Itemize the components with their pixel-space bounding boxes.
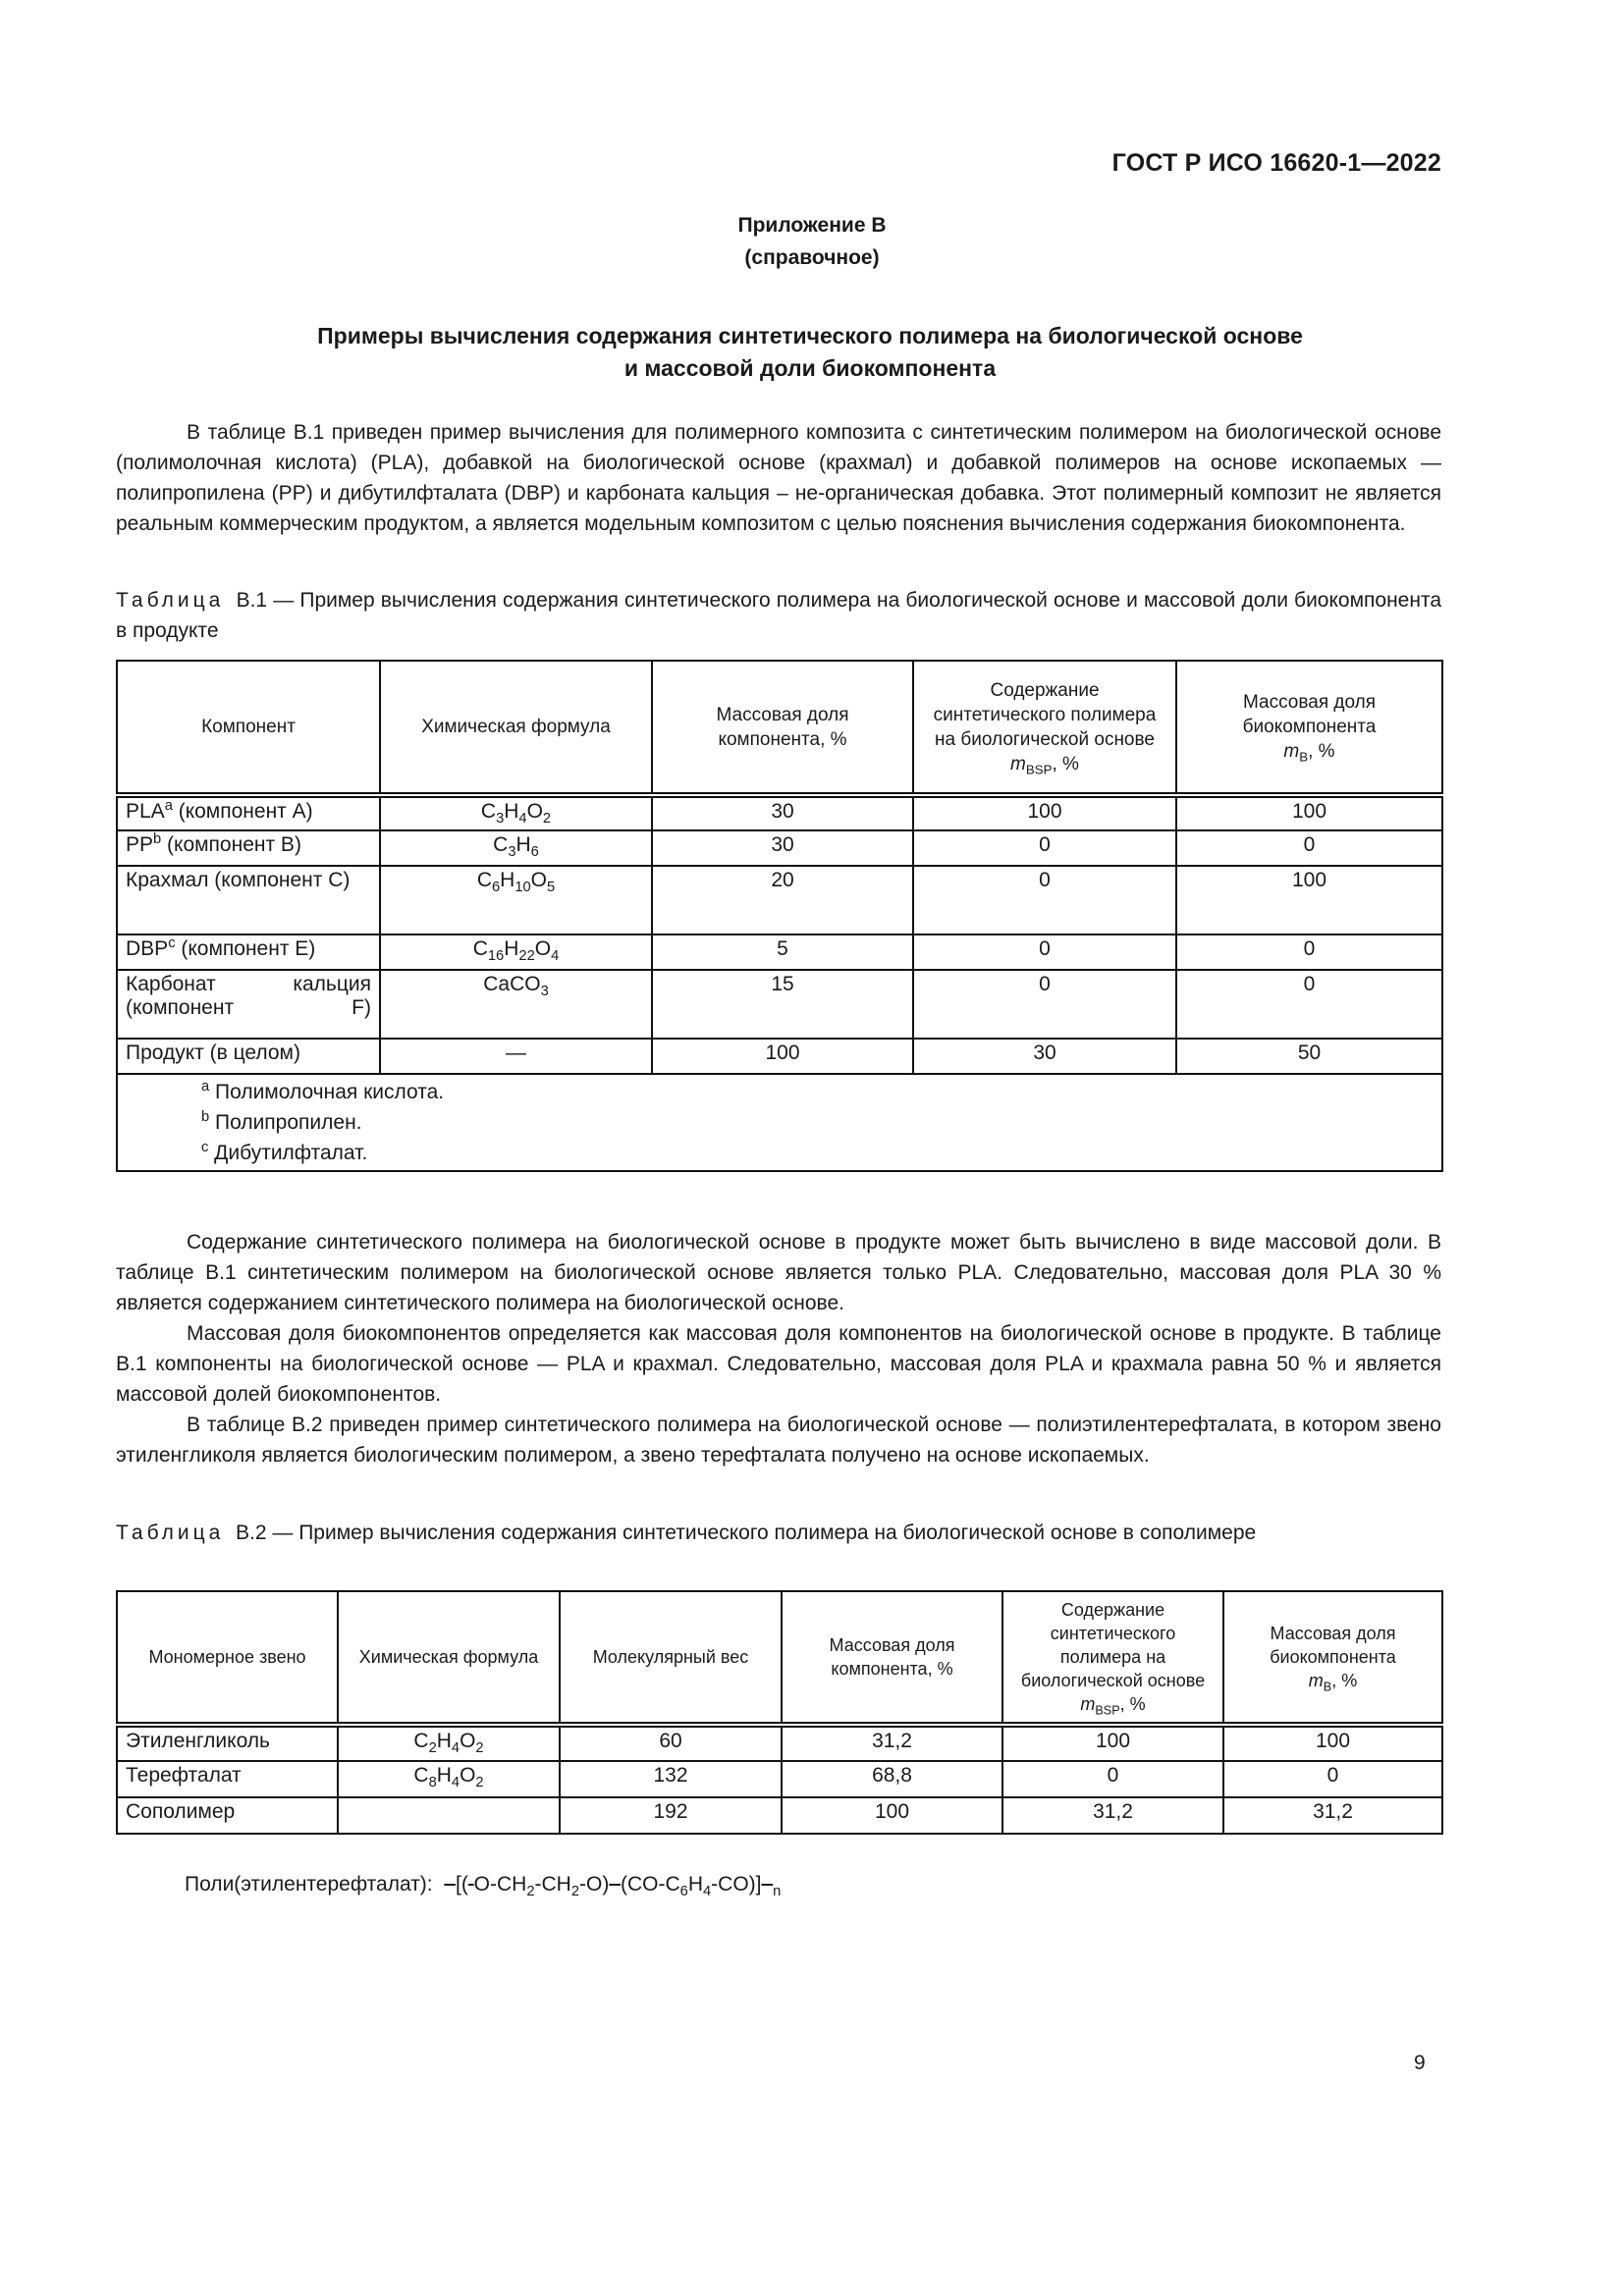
annex-subtitle: (справочное) bbox=[744, 246, 880, 269]
cell-mass-fraction: 30 bbox=[652, 830, 913, 866]
cell-bsp-content: 31,2 bbox=[1002, 1797, 1223, 1834]
th-mass-fraction: Массовая доля компонента, % bbox=[652, 661, 913, 795]
table-row bbox=[117, 866, 1442, 934]
cell-bsp-content: 0 bbox=[1002, 1761, 1223, 1797]
th-mass-fraction: Массовая доля компонента, % bbox=[782, 1591, 1002, 1725]
cell-mass-fraction: 31,2 bbox=[782, 1725, 1002, 1761]
cell-bsp-content: 100 bbox=[1002, 1725, 1223, 1761]
table2-caption: Таблица В.2 — Пример вычисления содержания синтетического полимера на биологической основе в сополимере bbox=[116, 1522, 1257, 1544]
cell-bsp-content: 100 bbox=[913, 795, 1176, 830]
table-row bbox=[117, 970, 1442, 1039]
cell-bsp-content: 0 bbox=[913, 934, 1176, 970]
th-bsp-content: Содержание синтетического полимера на биологической основе $m_{BSP}$, % bbox=[1002, 1591, 1223, 1725]
cell-bio-fraction: 0 bbox=[1176, 970, 1442, 1039]
cell-monomer-unit: Терефталат bbox=[117, 1761, 338, 1797]
cell-component: $PP^b$ (компонент В) bbox=[117, 830, 380, 866]
document-code: ГОСТ Р ИСО 16620-1—2022 bbox=[1111, 149, 1441, 177]
formula-label: Поли(этилентерефталат): bbox=[185, 1873, 433, 1896]
cell-formula: — bbox=[380, 1039, 652, 1074]
th-bsp-content: Содержание синтетического полимера на биологической основе $m_{BSP}$, % bbox=[913, 661, 1176, 795]
cell-bio-fraction: 0 bbox=[1176, 934, 1442, 970]
th-bio-fraction: Массовая доля биокомпонента $m_B$, % bbox=[1176, 661, 1442, 795]
cell-bio-fraction: 31,2 bbox=[1223, 1797, 1442, 1834]
cell-mass-fraction: 68,8 bbox=[782, 1761, 1002, 1797]
cell-monomer-unit: Сополимер bbox=[117, 1797, 338, 1834]
cell-bio-fraction: 100 bbox=[1176, 866, 1442, 934]
cell-mass-fraction: 100 bbox=[652, 1039, 913, 1074]
table-row bbox=[117, 1761, 1442, 1797]
cell-bio-fraction: 100 bbox=[1223, 1725, 1442, 1761]
cell-component: PLA$^a$ (компонент А) bbox=[117, 795, 380, 830]
table1-caption: Таблица В.1 — Пример вычисления содержания синтетического полимера на биологической основе и массовой доли биокомпонента в продукте bbox=[116, 589, 1442, 642]
th-formula: Химическая формула bbox=[380, 661, 652, 795]
cell-molecular-weight: 132 bbox=[560, 1761, 782, 1797]
th-formula: Химическая формула bbox=[338, 1591, 560, 1725]
cell-component: Продукт (в целом) bbox=[117, 1039, 380, 1074]
table-row bbox=[117, 795, 1442, 830]
table-notes bbox=[117, 1074, 1442, 1171]
cell-mass-fraction: 15 bbox=[652, 970, 913, 1039]
cell-formula bbox=[338, 1797, 560, 1834]
section-title bbox=[147, 320, 1473, 385]
th-molecular-weight: Молекулярный вес bbox=[560, 1591, 782, 1725]
cell-mass-fraction: 100 bbox=[782, 1797, 1002, 1834]
table-footnote: $^b$ Полипропилен. bbox=[201, 1108, 362, 1134]
cell-bsp-content: 0 bbox=[913, 970, 1176, 1039]
page-number: 9 bbox=[1414, 2052, 1426, 2074]
table-row bbox=[117, 830, 1442, 866]
cell-bsp-content: 0 bbox=[913, 830, 1176, 866]
table-footnote: $^a$ Полимолочная кислота. bbox=[201, 1078, 445, 1103]
cell-bio-fraction: 0 bbox=[1223, 1761, 1442, 1797]
th-monomer-unit: Мономерное звено bbox=[117, 1591, 338, 1725]
cell-bsp-content: 0 bbox=[913, 866, 1176, 934]
paragraph-intro: В таблице В.1 приведен пример вычисления для полимерного композита с синтетическим полимером на биологической основе (полимолочная кислота) (PLA), добавкой на биологической основе (крахмал) и добавкой полимеров на основе ископаемых — полипропилена (PP) и дибутилфталата (DBP) и карбоната кальция – не-органическая добавка. Этот полимерный композит не является реальным коммерческим продуктом, а является модельным композитом с целью пояснения вычисления содержания биокомпонента. bbox=[116, 421, 1441, 535]
formula-expression: [( $O-CH_2-CH_2-O$) $(CO-C_6H_4-CO)$] $_n$ bbox=[455, 1873, 782, 1900]
cell-formula: $C_3H_4O_2$ bbox=[380, 795, 652, 830]
cell-mass-fraction: 5 bbox=[652, 934, 913, 970]
annex-title: Приложение В bbox=[737, 214, 887, 237]
cell-component: DBP$^c$ (компонент Е) bbox=[117, 934, 380, 970]
table-row bbox=[117, 934, 1442, 970]
table-row bbox=[117, 1725, 1442, 1761]
cell-formula: $C_{16}H_{22}O_4$ bbox=[380, 934, 652, 970]
paragraph-bio-fraction: Массовая доля биокомпонентов определяется как массовая доля компонентов на биологической основе в продукте. В таблице В.1 компоненты на биологической основе — PLA и крахмал. Следовательно, массовая доля PLA и крахмала равна 50 % и является массовой долей биокомпонентов. bbox=[116, 1322, 1441, 1406]
cell-mass-fraction: 20 bbox=[652, 866, 913, 934]
th-component: Компонент bbox=[117, 661, 380, 795]
cell-molecular-weight: 60 bbox=[560, 1725, 782, 1761]
cell-formula: CaCO$_3$ bbox=[380, 970, 652, 1039]
cell-monomer-unit: Этиленгликоль bbox=[117, 1725, 338, 1761]
cell-mass-fraction: 30 bbox=[652, 795, 913, 830]
table-row bbox=[117, 1797, 1442, 1834]
section-title-line-1: Примеры вычисления содержания синтетического полимера на биологической основе bbox=[317, 323, 1303, 348]
cell-bio-fraction: 50 bbox=[1176, 1039, 1442, 1074]
section-title-line-2: и массовой доли биокомпонента bbox=[623, 355, 997, 381]
pet-structural-formula bbox=[185, 1873, 782, 1900]
cell-formula: $C_3H_6$ bbox=[380, 830, 652, 866]
cell-formula: $C_6H_{10}O_5$ bbox=[380, 866, 652, 934]
table-row bbox=[117, 1039, 1442, 1074]
cell-bsp-content: 30 bbox=[913, 1039, 1176, 1074]
paragraph-bsp-content: Содержание синтетического полимера на биологической основе в продукте может быть вычислено в виде массовой доли. В таблице В.1 синтетическим полимером на биологической основе является только PLA. Следовательно, массовая доля PLA 30 % является содержанием синтетического полимера на биологической основе. bbox=[116, 1231, 1441, 1314]
cell-molecular-weight: 192 bbox=[560, 1797, 782, 1834]
table-footnote: $^c$ Дибутилфталат. bbox=[201, 1139, 368, 1164]
table-notes-row bbox=[117, 1074, 1442, 1171]
cell-bio-fraction: 0 bbox=[1176, 830, 1442, 866]
cell-formula: $C_8H_4O_2$ bbox=[338, 1761, 560, 1797]
th-bio-fraction: Массовая доля биокомпонента $m_B$, % bbox=[1223, 1591, 1442, 1725]
table-b1 bbox=[116, 660, 1443, 1172]
cell-component: Карбонат кальция (компонент F) bbox=[117, 970, 380, 1039]
cell-formula: $C_2H_4O_2$ bbox=[338, 1725, 560, 1761]
cell-bio-fraction: 100 bbox=[1176, 795, 1442, 830]
paragraph-pet-example: В таблице В.2 приведен пример синтетического полимера на биологической основе — полиэтилентерефталата, в котором звено этиленгликоля является биологическим полимером, а звено терефталата получено на основе ископаемых. bbox=[116, 1414, 1441, 1467]
cell-component: Крахмал (компонент С) bbox=[117, 866, 380, 934]
table-b2 bbox=[116, 1590, 1443, 1835]
